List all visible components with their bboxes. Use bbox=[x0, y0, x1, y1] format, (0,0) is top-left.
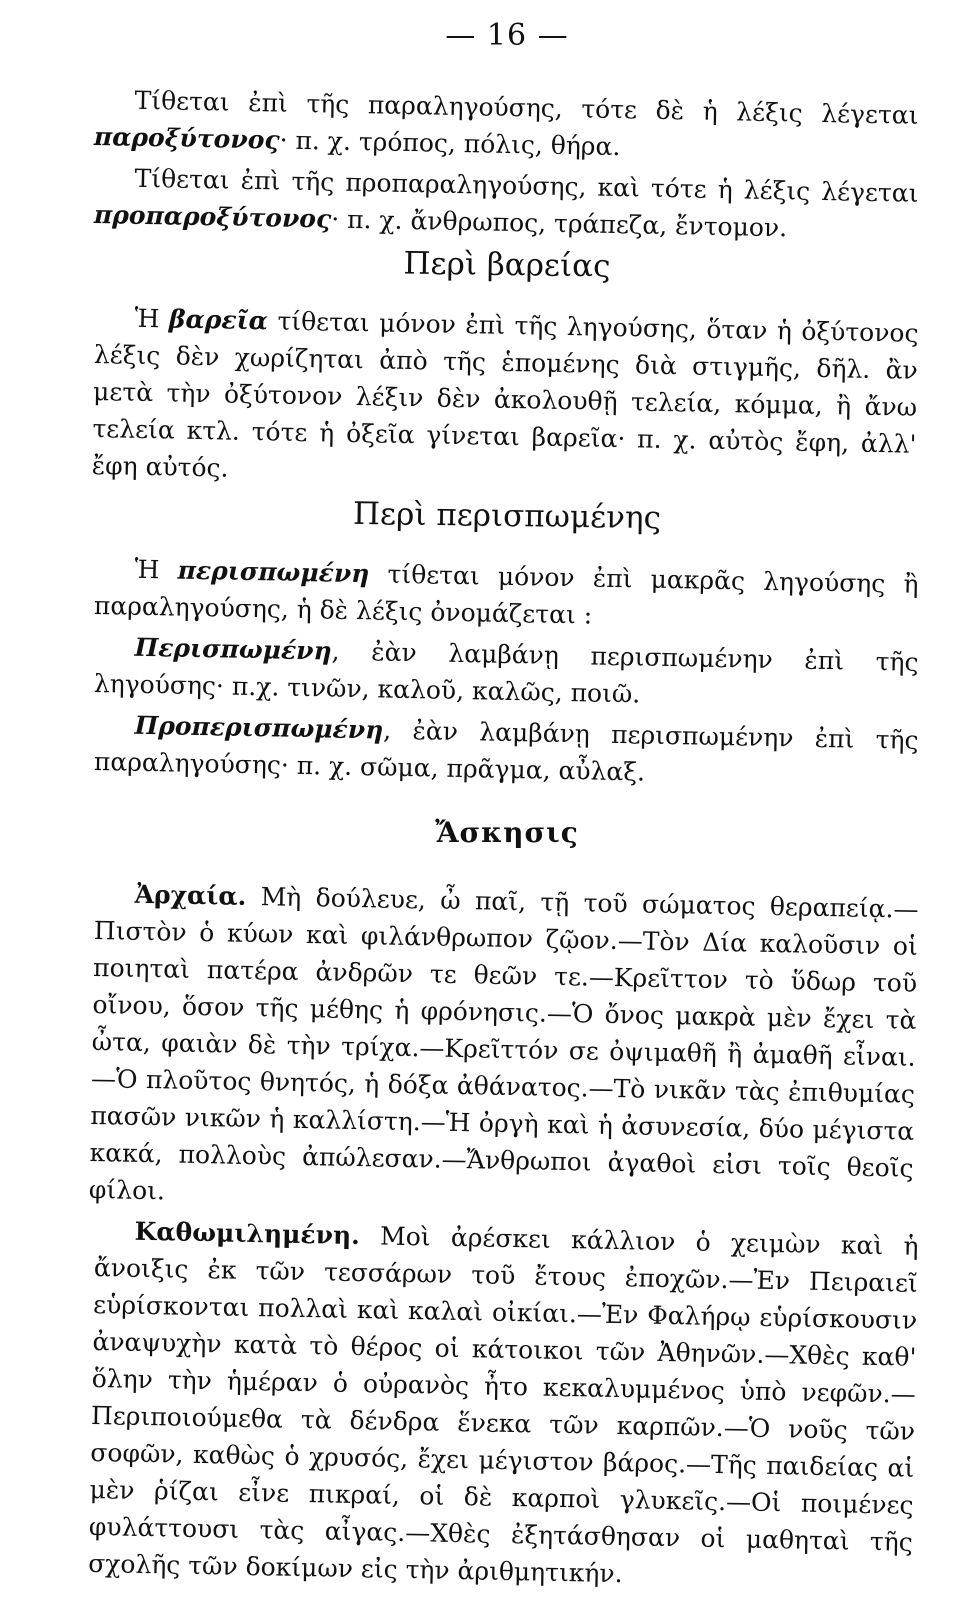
modern-exercise-paragraph bbox=[88, 1212, 919, 1598]
exercise-heading: Ἄσκησις bbox=[435, 816, 579, 849]
perispomene-paragraph bbox=[94, 550, 919, 640]
term-proparoxytone: προπαροξύτονος bbox=[93, 199, 332, 234]
term-bareia: βαρεῖα bbox=[168, 304, 269, 336]
term-perispomene: περισπωμένη bbox=[177, 555, 370, 589]
section-heading-bareia: Περὶ βαρείας bbox=[403, 245, 611, 285]
term-properispomene: Προπερισπωμένη bbox=[134, 710, 384, 745]
ancient-label: Ἀρχαία. bbox=[134, 879, 247, 911]
page-number: — 16 — bbox=[445, 18, 569, 53]
paragraph-text: τίθεται μόνον ἐπὶ μακρᾶς ληγούσης ἢ παραληγούσης, ἡ δὲ λέξις ὀνομάζεται : bbox=[93, 559, 919, 630]
section-heading-perispomene: Περὶ περισπωμένης bbox=[352, 495, 662, 537]
paragraph-text: Τίθεται ἐπὶ τῆς προπαραληγούσης, καὶ τότε ἡ λέξις λέγεται bbox=[134, 163, 919, 208]
oxytone-paroxytone-paragraph bbox=[94, 81, 919, 171]
paragraph-text: Ἡ bbox=[134, 303, 170, 334]
perispomene-definition bbox=[94, 628, 919, 718]
proparoxytone-paragraph bbox=[94, 159, 919, 249]
properispomene-definition bbox=[94, 706, 919, 796]
paragraph-text: τίθεται μόνον ἐπὶ τῆς ληγούσης, ὅταν ἡ ὀξύτονος λέξις δὲν χωρίζηται ἀπὸ τῆς ἑπομένης διὰ στιγμῆς, δῆλ. ἂν μετὰ τὴν ὀξύτονον λέξιν δὲν ἀκολουθῇ τελεία, κόμμα, ἢ ἄνω τελεία κτλ. τότε ἡ ὀξεῖα γίνεται βαρεῖα· π. χ. αὐτὸς ἔφη, ἀλλ' ἔφη αὐτός. bbox=[91, 306, 919, 483]
paragraph-text: · π. χ. ἄνθρωπος, τράπεζα, ἔντομον. bbox=[330, 204, 788, 243]
bareia-paragraph bbox=[91, 299, 918, 500]
term-perispomene-definition: Περισπωμένη bbox=[134, 632, 332, 666]
paragraph-text: , ἐὰν λαμβάνῃ περισπωμένην ἐπὶ τῆς ληγούσης· π.χ. τινῶν, καλοῦ, καλῶς, ποιῶ. bbox=[93, 636, 919, 709]
ancient-exercise-paragraph bbox=[89, 875, 919, 1224]
paragraph-text: Μὴ δούλευε, ὦ παῖ, τῇ τοῦ σώματος θεραπείᾳ.—Πιστὸν ὁ κύων καὶ φιλάνθρωπον ζῷον.—Τὸν Δία καλοῦσιν οἱ ποιηταὶ πατέρα ἀνδρῶν τε θεῶν τε.—Κρεῖττον τὸ ὕδωρ τοῦ οἴνου, ὅσον τῆς μέθης ἡ φρόνησις.—Ὁ ὄνος μακρὰ μὲν ἔχει τὰ ὦτα, φαιὰν δὲ τὴν τρίχα.—Κρεῖττόν σε ὀψιμαθῆ ἢ ἀμαθῆ εἶναι.—Ὁ πλοῦτος θνητός, ἡ δόξα ἀθάνατος.—Τὸ νικᾶν τὰς ἐπιθυμίας πασῶν νικῶν ἡ καλλίστη.—Ἡ ὀργὴ καὶ ἡ ἀσυνεσία, δύο μέγιστα κακά, πολλοὺς ἀπώλεσαν.—Ἄνθρωποι ἀγαθοὶ εἰσι τοῖς θεοῖς φίλοι. bbox=[88, 881, 919, 1206]
paragraph-text: Τίθεται ἐπὶ τῆς παραληγούσης, τότε δὲ ἡ λέξις λέγεται bbox=[134, 85, 919, 130]
term-paroxytone: παροξύτονος bbox=[93, 121, 280, 155]
paragraph-text: Ἡ bbox=[134, 554, 178, 585]
paragraph-text: Μοὶ ἀρέσκει κάλλιον ὁ χειμὼν καὶ ἡ ἄνοιξις ἐκ τῶν τεσσάρων τοῦ ἔτους ἐποχῶν.—Ἐν Πειραιεῖ εὑρίσκονται πολλαὶ καὶ καλαὶ οἰκίαι.—Ἐν Φαλήρῳ εὑρίσκουσιν ἀναψυχὴν κατὰ τὸ θέρος οἱ κάτοικοι τῶν Ἀθηνῶν.—Χθὲς καθ' ὅλην τὴν ἡμέραν ὁ οὐρανὸς ἦτο κεκαλυμμένος ὑπὸ νεφῶν.—Περιποιούμεθα τὰ δένδρα ἕνεκα τῶν καρπῶν.—Ὁ νοῦς τῶν σοφῶν, καθὼς ὁ χρυσός, ἔχει μέγιστον βάρος.—Τῆς παιδείας αἱ μὲν ῥίζαι εἶνε πικραί, οἱ δὲ καρποὶ γλυκεῖς.—Οἱ ποιμένες φυλάττουσι τὰς αἶγας.—Χθὲς ἐξητάσθησαν οἱ μαθηταὶ τῆς σχολῆς τῶν δοκίμων εἰς τὴν ἀριθμητικήν. bbox=[87, 1221, 919, 1589]
paragraph-text: · π. χ. τρόπος, πόλις, θήρα. bbox=[279, 125, 621, 162]
paragraph-text: , ἐὰν λαμβάνῃ περισπωμένην ἐπὶ τῆς παραληγούσης· π. χ. σῶμα, πρᾶγμα, αὖλαξ. bbox=[93, 715, 919, 787]
modern-label: Καθωμιλημένη. bbox=[134, 1216, 361, 1251]
